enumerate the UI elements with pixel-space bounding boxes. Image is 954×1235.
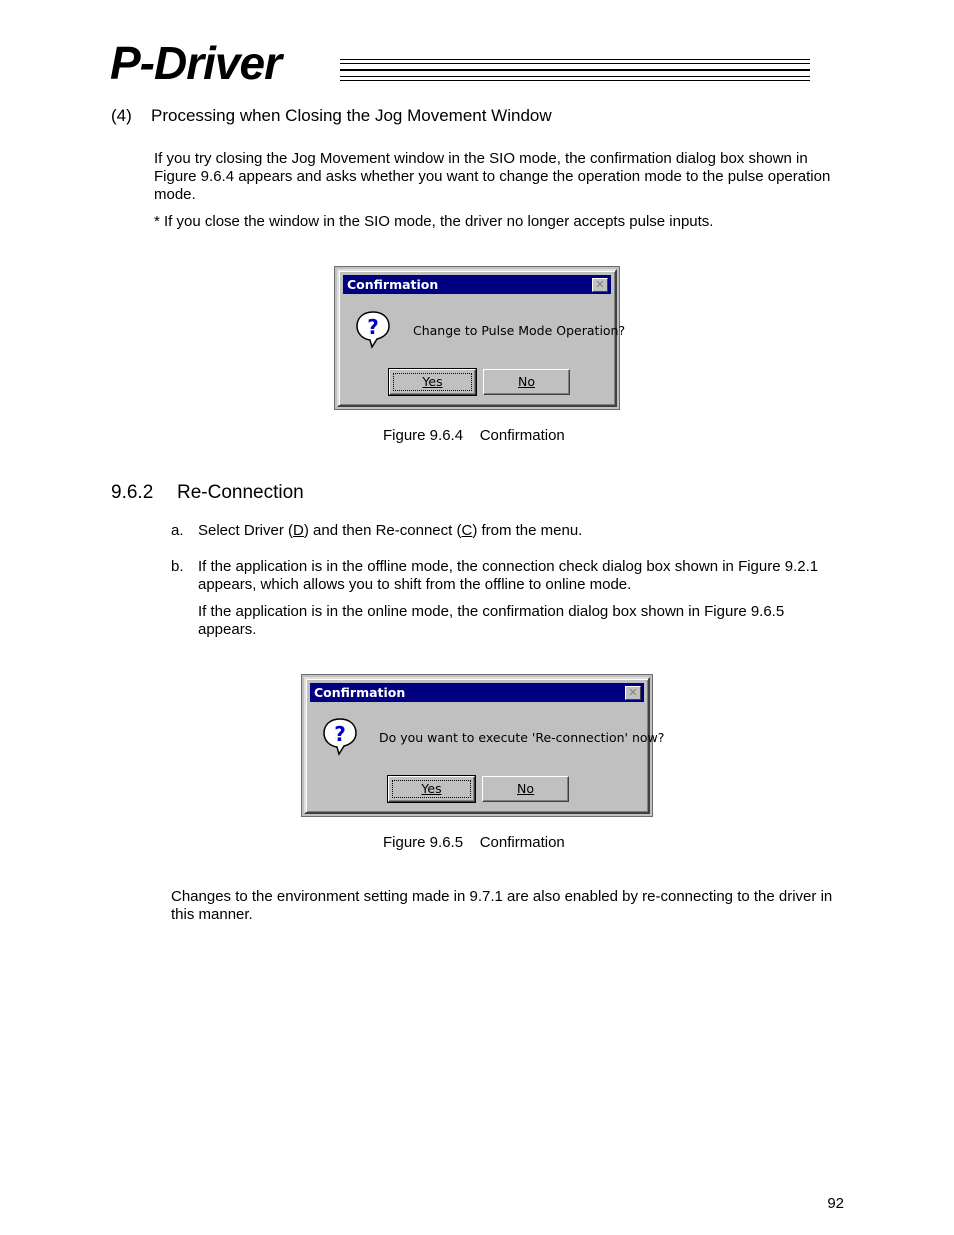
- yes-button-label: Yes: [421, 781, 442, 796]
- menu-key-d: D: [293, 522, 304, 539]
- dialog-message: Do you want to execute 'Re-connection' now?: [379, 730, 665, 745]
- confirmation-dialog-pulse: [337, 269, 626, 407]
- no-button[interactable]: [482, 776, 569, 802]
- yes-button[interactable]: [389, 369, 476, 395]
- figure-9-6-4-frame: [334, 266, 626, 410]
- section-4-note: * If you close the window in the SIO mode, the driver no longer accepts pulse inputs.: [154, 213, 714, 230]
- dialog-message: Change to Pulse Mode Operation?: [413, 323, 626, 338]
- close-icon[interactable]: ✕: [592, 278, 608, 292]
- figure-9-6-5-caption: Figure 9.6.5 Confirmation: [383, 834, 565, 851]
- close-icon[interactable]: ✕: [625, 686, 641, 700]
- dialog-titlebar: Confirmation: [310, 683, 644, 702]
- section-4-number: (4): [111, 106, 132, 125]
- closing-note: Changes to the environment setting made in 9.7.1 are also enabled by re-connecting to the driver in this manner.: [171, 888, 833, 923]
- header-rule: [340, 59, 810, 81]
- section-4-title: Processing when Closing the Jog Movement Window: [151, 106, 552, 125]
- section-9-6-2-number: 9.6.2: [111, 482, 154, 503]
- item-b-text-1: If the application is in the offline mode, the connection check dialog box shown in Figure 9.2.1 appears, which allows you to shift from the offline to online mode.: [198, 558, 819, 593]
- item-b-label: b.: [171, 558, 184, 575]
- item-a-label: a.: [171, 522, 184, 539]
- item-a-text: Select Driver (D) and then Re-connect (C) from the menu.: [198, 522, 583, 539]
- p-driver-logo: P-Driver: [110, 37, 281, 89]
- no-button-label: No: [517, 781, 534, 796]
- figure-9-6-5-frame: [301, 674, 665, 817]
- section-4-heading: [111, 106, 552, 126]
- question-icon: [320, 716, 360, 756]
- section-4-paragraph: If you try closing the Jog Movement window in the SIO mode, the confirmation dialog box shown in Figure 9.6.4 appears and asks whether you want to change the operation mode to the pulse operation mode.: [154, 150, 831, 203]
- section-9-6-2-title: Re-Connection: [177, 482, 304, 503]
- page-number: 92: [827, 1195, 844, 1212]
- yes-button[interactable]: [388, 776, 475, 802]
- section-9-6-2-heading: [111, 482, 304, 504]
- yes-button-label: Yes: [422, 374, 443, 389]
- question-icon: [353, 309, 393, 349]
- figure-9-6-4-caption: Figure 9.6.4 Confirmation: [383, 427, 565, 444]
- menu-key-c: C: [461, 522, 473, 539]
- svg-text:?: ?: [334, 722, 346, 746]
- svg-text:?: ?: [367, 315, 379, 339]
- confirmation-dialog-reconnect: [304, 677, 665, 814]
- no-button[interactable]: [483, 369, 570, 395]
- item-b-text-2: If the application is in the online mode, the confirmation dialog box shown in Figure 9.6.5 appears.: [198, 603, 785, 638]
- no-button-label: No: [518, 374, 535, 389]
- dialog-titlebar: Confirmation: [343, 275, 611, 294]
